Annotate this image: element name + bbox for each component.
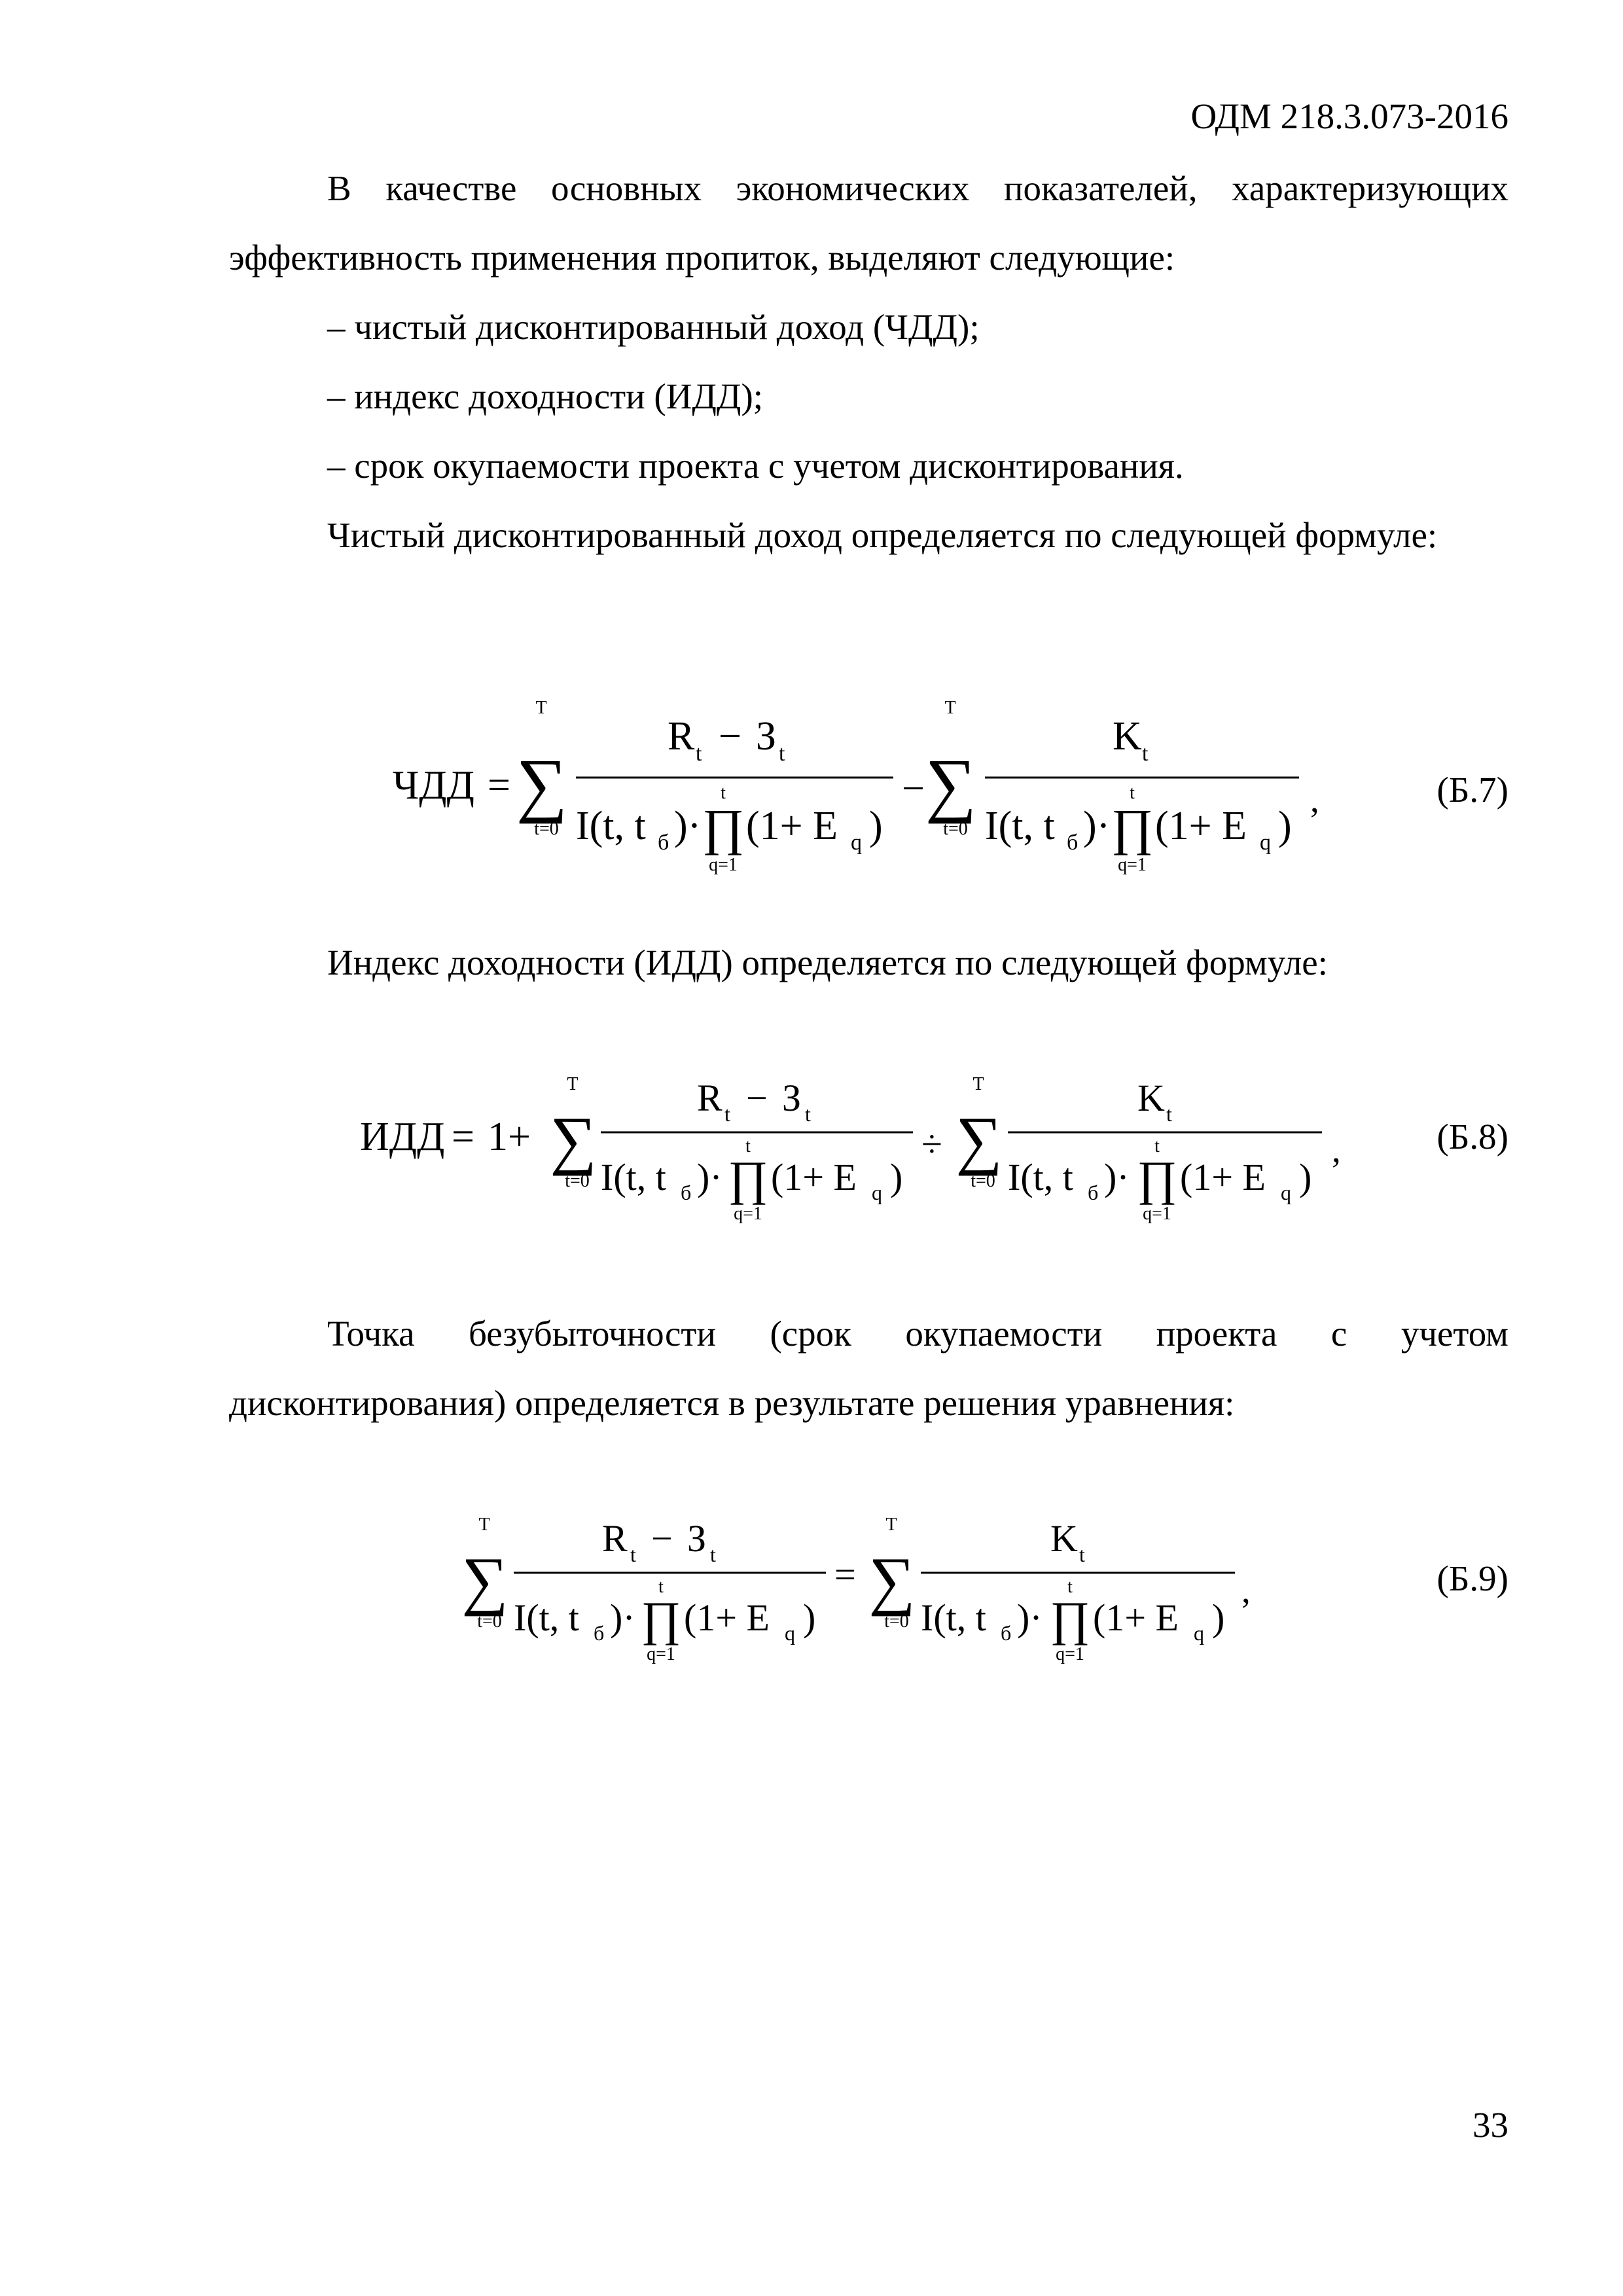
list-item-payback: – срок окупаемости проекта с учетом дисконтирования. <box>327 446 1184 486</box>
document-code: ОДМ 218.3.073-2016 <box>1190 96 1508 136</box>
equation-number: (Б.8) <box>1436 1117 1508 1157</box>
sum-upper-limit: T <box>944 698 956 718</box>
denominator-one-plus-e: (1+ E <box>746 804 838 848</box>
denominator-one-plus-e: (1+ E <box>1180 1156 1266 1198</box>
numerator-r-sub: t <box>696 742 702 766</box>
denominator-i: I(t, t <box>921 1596 986 1639</box>
product-lower-limit: q=1 <box>709 855 738 875</box>
product-lower-limit: q=1 <box>1056 1644 1084 1664</box>
one-plus: 1+ <box>488 1115 531 1159</box>
denominator-i-sub: б <box>1067 831 1079 855</box>
list-item-chdd: – чистый дисконтированный доход (ЧДД); <box>327 307 980 347</box>
denominator-i: I(t, t <box>601 1156 666 1198</box>
numerator-minus: − <box>719 714 741 759</box>
denominator-one-plus-e: (1+ E <box>1093 1596 1179 1639</box>
numerator-z: З <box>756 714 777 759</box>
sum-symbol: ∑ <box>461 1544 508 1617</box>
denominator-i: I(t, t <box>514 1596 579 1639</box>
product-symbol: ∏ <box>702 798 745 855</box>
formula-comma: , <box>1310 780 1319 819</box>
denominator-i-sub: б <box>658 831 669 855</box>
formula-b7-graphic <box>0 687 1623 884</box>
denominator-i-sub: б <box>594 1621 605 1645</box>
product-symbol: ∏ <box>1137 1152 1177 1206</box>
product-upper-limit: t <box>1154 1136 1160 1157</box>
formula-lhs: ЧДД <box>393 763 474 808</box>
numerator-minus: − <box>746 1077 768 1119</box>
numerator-z-sub: t <box>710 1543 716 1566</box>
denominator-one-plus-e: (1+ E <box>771 1156 857 1198</box>
formula-b9-graphic <box>0 1505 1623 1702</box>
product-lower-limit: q=1 <box>1118 855 1147 875</box>
denominator-e-sub: q <box>1194 1621 1204 1645</box>
formula-b8-graphic <box>0 1070 1623 1266</box>
denominator-close-dot: )· <box>674 804 702 848</box>
numerator-r-sub: t <box>724 1102 730 1126</box>
numerator-k-sub: t <box>1079 1543 1085 1566</box>
sum-symbol: ∑ <box>868 1544 916 1617</box>
denominator-close-dot: )· <box>697 1156 722 1198</box>
denominator-e-sub: q <box>785 1621 795 1645</box>
product-lower-limit: q=1 <box>647 1644 675 1664</box>
sum-upper-limit: T <box>478 1515 490 1535</box>
divide-operator: ÷ <box>921 1122 942 1165</box>
numerator-z: З <box>782 1077 802 1119</box>
numerator-z-sub: t <box>779 742 785 766</box>
denominator-one-plus-e: (1+ E <box>1155 804 1247 848</box>
denominator-i: I(t, t <box>576 804 646 848</box>
numerator-k: K <box>1050 1517 1078 1560</box>
sum-lower-limit: t=0 <box>477 1611 502 1632</box>
equals-sign: = <box>452 1115 474 1159</box>
intro-paragraph: В качестве основных экономических показателей, характеризующих эффективность применения пропиток, выделяют следующие: <box>229 168 1508 278</box>
formula-comma: , <box>1332 1130 1341 1170</box>
numerator-r: R <box>602 1517 628 1560</box>
product-lower-limit: q=1 <box>1143 1204 1171 1224</box>
formula-comma: , <box>1241 1570 1251 1610</box>
denominator-close-dot: )· <box>1104 1156 1130 1198</box>
sum-lower-limit: t=0 <box>565 1171 590 1191</box>
denominator-e-sub: q <box>1260 831 1271 855</box>
product-symbol: ∏ <box>1111 798 1154 855</box>
product-symbol: ∏ <box>1050 1592 1090 1646</box>
denominator-close: ) <box>869 804 883 848</box>
denominator-close: ) <box>1278 804 1292 848</box>
product-upper-limit: t <box>721 783 726 803</box>
formula-b8 <box>0 1070 1623 1266</box>
denominator-close-dot: )· <box>610 1596 635 1639</box>
equation-number: (Б.7) <box>1436 770 1508 810</box>
denominator-i: I(t, t <box>985 804 1055 848</box>
equals-sign: = <box>834 1553 856 1596</box>
product-upper-limit: t <box>745 1136 751 1157</box>
sum-symbol: ∑ <box>925 744 977 824</box>
list-item-idd: – индекс доходности (ИДД); <box>327 376 764 416</box>
numerator-z-sub: t <box>805 1102 811 1126</box>
numerator-r: R <box>697 1077 722 1119</box>
numerator-k-sub: t <box>1142 742 1149 766</box>
numerator-k: K <box>1113 714 1142 759</box>
intro-section <box>229 154 1508 570</box>
formula-b9 <box>0 1505 1623 1702</box>
formula-lhs: ИДД <box>360 1115 445 1159</box>
numerator-r: R <box>668 714 695 759</box>
numerator-k-sub: t <box>1166 1102 1172 1126</box>
breakeven-intro-paragraph: Точка безубыточности (срок окупаемости проекта с учетом дисконтирования) определяется в результате решения уравнения: <box>229 1314 1508 1423</box>
denominator-one-plus-e: (1+ E <box>684 1596 770 1639</box>
sum-lower-limit: t=0 <box>943 819 968 839</box>
sum-upper-limit: T <box>972 1074 984 1094</box>
denominator-i: I(t, t <box>1008 1156 1073 1198</box>
sum-lower-limit: t=0 <box>971 1171 995 1191</box>
product-upper-limit: t <box>658 1577 664 1597</box>
minus-operator: − <box>902 766 925 811</box>
formula-b7 <box>0 687 1623 884</box>
denominator-e-sub: q <box>872 1181 882 1204</box>
breakeven-section <box>229 1299 1508 1438</box>
product-lower-limit: q=1 <box>734 1204 762 1224</box>
numerator-minus: − <box>651 1517 673 1560</box>
sum-symbol: ∑ <box>516 744 568 824</box>
denominator-i-sub: б <box>1001 1621 1012 1645</box>
numerator-z: З <box>687 1517 707 1560</box>
sum-lower-limit: t=0 <box>884 1611 909 1632</box>
equals-sign: = <box>488 763 510 808</box>
sum-upper-limit: T <box>885 1515 897 1535</box>
denominator-close: ) <box>803 1596 816 1639</box>
sum-symbol: ∑ <box>955 1103 1003 1176</box>
sum-lower-limit: t=0 <box>534 819 559 839</box>
denominator-e-sub: q <box>851 831 862 855</box>
numerator-k: K <box>1137 1077 1165 1119</box>
denominator-i-sub: б <box>1088 1181 1099 1204</box>
denominator-close-dot: )· <box>1083 804 1111 848</box>
sum-symbol: ∑ <box>550 1103 597 1176</box>
product-upper-limit: t <box>1130 783 1135 803</box>
sum-upper-limit: T <box>535 698 547 718</box>
product-symbol: ∏ <box>641 1592 681 1646</box>
product-symbol: ∏ <box>728 1152 768 1206</box>
denominator-close: ) <box>1212 1596 1225 1639</box>
idd-section <box>229 928 1508 997</box>
denominator-close-dot: )· <box>1017 1596 1043 1639</box>
denominator-e-sub: q <box>1281 1181 1291 1204</box>
page-number: 33 <box>1472 2105 1508 2145</box>
sum-upper-limit: T <box>567 1074 579 1094</box>
denominator-i-sub: б <box>681 1181 692 1204</box>
product-upper-limit: t <box>1067 1577 1073 1597</box>
denominator-close: ) <box>1299 1156 1312 1198</box>
idd-intro-paragraph: Индекс доходности (ИДД) определяется по следующей формуле: <box>327 942 1328 982</box>
chdd-intro-paragraph: Чистый дисконтированный доход определяется по следующей формуле: <box>327 515 1438 555</box>
numerator-r-sub: t <box>630 1543 636 1566</box>
equation-number: (Б.9) <box>1436 1558 1508 1598</box>
denominator-close: ) <box>890 1156 903 1198</box>
